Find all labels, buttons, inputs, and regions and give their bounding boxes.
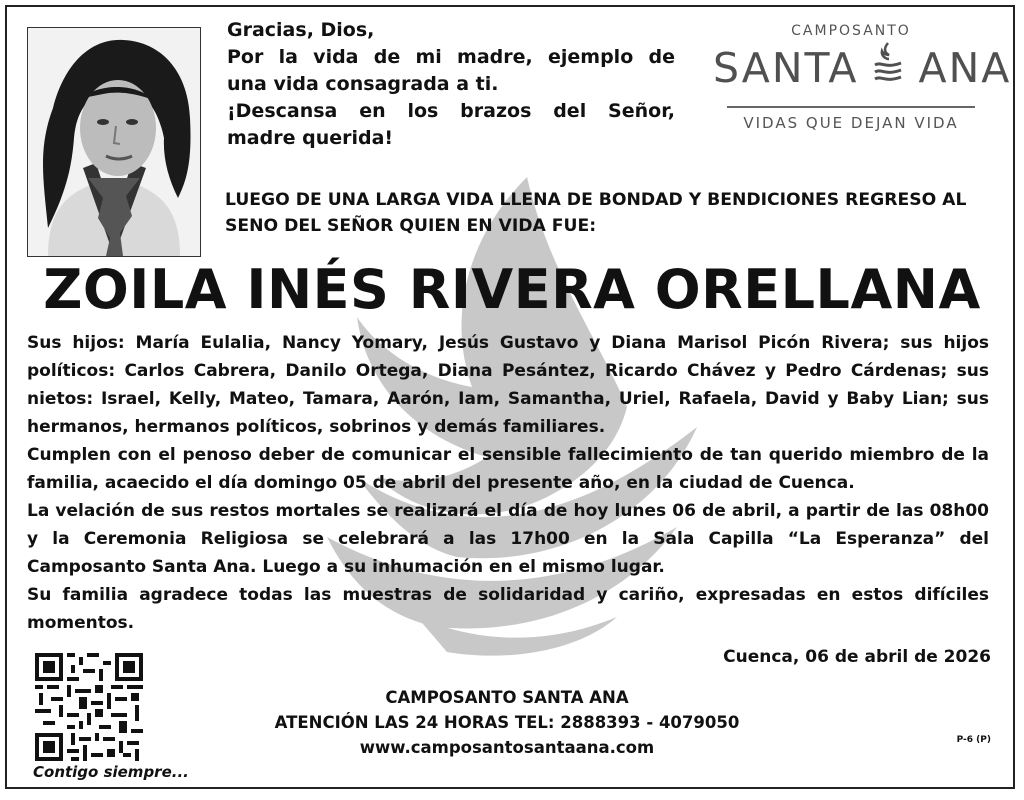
quote-line: ¡Descansa en los brazos del Señor, bbox=[227, 100, 675, 122]
paragraph-announcement: Cumplen con el penoso deber de comunicar el sensible fallecimiento de tan querido miembro de la familia, acaecido el día domingo 05 de abril del presente año, en la ciudad de Cuenca. bbox=[27, 445, 989, 493]
quote-line: madre querida! bbox=[227, 127, 394, 149]
slogan: Contigo siempre... bbox=[33, 763, 189, 781]
quote-line: una vida consagrada a ti. bbox=[227, 73, 499, 95]
intro-text: LUEGO DE UNA LARGA VIDA LLENA DE BONDAD Y BENDICIONES REGRESO AL SENO DEL SEÑOR QUIEN EN VIDA FUE: bbox=[225, 190, 967, 236]
deceased-name: ZOILA INÉS RIVERA ORELLANA bbox=[43, 258, 981, 321]
qr-code[interactable] bbox=[35, 653, 143, 761]
footer-name: CAMPOSANTO SANTA ANA bbox=[385, 688, 629, 707]
footer-website[interactable]: www.camposantosantaana.com bbox=[359, 738, 655, 757]
logo-brand-right: ANA bbox=[918, 43, 1012, 92]
logo-tagline: VIDAS QUE DEJAN VIDA bbox=[743, 114, 959, 132]
obituary-notice bbox=[5, 5, 1015, 789]
page-code: P-6 (P) bbox=[956, 735, 991, 745]
flame-wave-icon bbox=[873, 41, 903, 94]
paragraph-family: Sus hijos: María Eulalia, Nancy Yomary, Jesús Gustavo y Diana Marisol Picón Rivera; sus hijos políticos: Carlos Cabrera, Danilo Ortega, Diana Pesántez, Ricardo Chávez y Pedro Cárdenas; sus nietos: Israel, Kelly, Mateo, Tamara, Aarón, Iam, Samantha, Uriel, Rafaela, David y Baby Lian; sus hermanos, hermanos políticos, sobrinos y demás familiares. bbox=[27, 333, 989, 437]
portrait-photo bbox=[27, 27, 201, 257]
quote-line: Gracias, Dios, bbox=[227, 19, 375, 41]
logo-brand bbox=[713, 41, 1012, 94]
logo-divider bbox=[727, 106, 975, 108]
paragraph-thanks: Su familia agradece todas las muestras de solidaridad y cariño, expresadas en estos difíciles momentos. bbox=[27, 585, 989, 633]
place-date: Cuenca, 06 de abril de 2026 bbox=[723, 647, 991, 667]
footer-phone: ATENCIÓN LAS 24 HORAS TEL: 2888393 - 4079050 bbox=[274, 713, 740, 732]
quote-line: Por la vida de mi madre, ejemplo de bbox=[227, 46, 675, 68]
camposanto-logo bbox=[713, 15, 1012, 145]
footer-contact bbox=[257, 685, 757, 760]
notice-body bbox=[27, 329, 989, 637]
logo-brand-left: SANTA bbox=[713, 43, 859, 92]
logo-top-text: CAMPOSANTO bbox=[791, 23, 911, 39]
paragraph-ceremony: La velación de sus restos mortales se realizará el día de hoy lunes 06 de abril, a partir de las 08h00 y la Ceremonia Religiosa se celebrará a las 17h00 en la Sala Capilla “La Esperanza” del Camposanto Santa Ana. Luego a su inhumación en el mismo lugar. bbox=[27, 501, 989, 577]
opening-quote bbox=[227, 17, 675, 152]
